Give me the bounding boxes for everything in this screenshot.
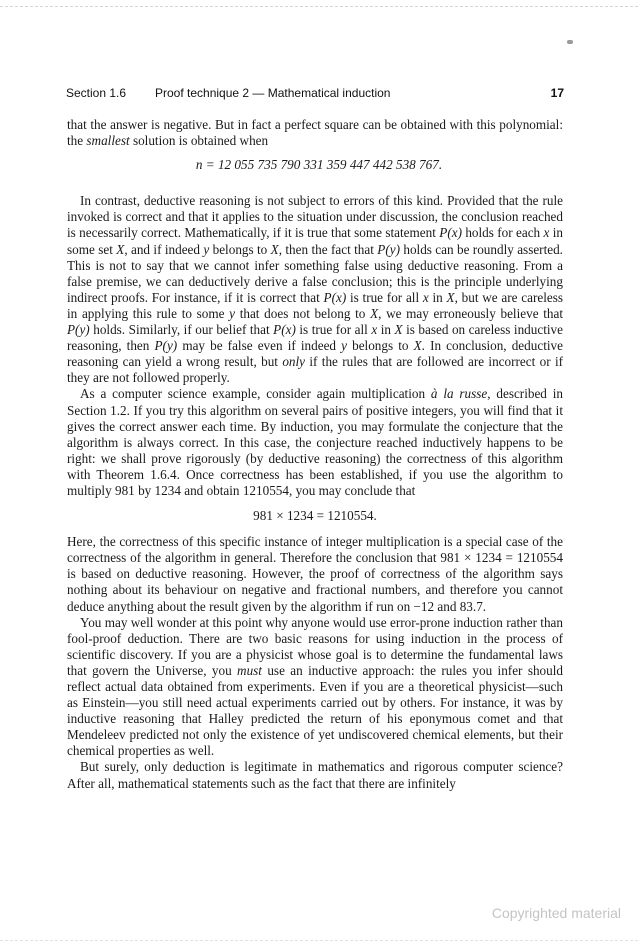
scan-bottom-edge	[0, 940, 638, 941]
paragraph-computer-science-example: As a computer science example, consider again multiplication à la russe, described in Section 1.2. If you try this algorithm on several pairs of positive integers, you will find that it gives the correct answer each time. By induction, you may formulate the conjecture that the algorithm is always correct. In this case, the conjecture reached inductively happens to be right: we shall prove rigorously (by deductive reasoning) the correctness of this algorithm with Theorem 1.6.4. Once correctness has been established, if you use the algorithm to multiply 981 by 1234 and obtain 1210554, you may conclude that	[67, 386, 563, 498]
body-text	[67, 117, 563, 792]
paragraph-specific-instance: Here, the correctness of this specific instance of integer multiplication is a special case of the correctness of the algorithm in general. Therefore the conclusion that 981 × 1234 = 1210554 is based on deductive reasoning. However, the proof of correctness of the algorithm says nothing about its behaviour on negative and fractional numbers, and therefore you cannot deduce anything about the result given by the algorithm if run on −12 and 83.7.	[67, 534, 563, 614]
section-label: Section 1.6	[66, 86, 127, 100]
section-title: Proof technique 2 — Mathematical induction	[155, 86, 391, 100]
paragraph-why-induction: You may well wonder at this point why anyone would use error-prone induction rather than fool-proof deduction. There are two basic reasons for using induction in the process of scientific discovery. If you are a physicist whose goal is to determine the fundamental laws that govern the Universe, you must use an inductive approach: the rules you infer should reflect actual data obtained from experiments. Even if you are a theoretical physicist—such as Einstein—you still need actual experiments carried out by others. For instance, it was by inductive reasoning that Halley predicted the return of his eponymous comet and that Mendeleev predicted not only the existence of yet undiscovered chemical elements, but their chemical properties as well.	[67, 614, 563, 759]
equation-multiplication: 981 × 1234 = 1210554.	[253, 508, 377, 524]
equation-smallest-solution: n = 12 055 735 790 331 359 447 442 538 767.	[195, 157, 443, 173]
paragraph-continued: that the answer is negative. But in fact a perfect square can be obtained with this polynomial: the smallest solution is obtained when	[67, 117, 563, 149]
scan-top-edge	[0, 6, 638, 7]
scan-speck	[567, 40, 573, 44]
paragraph-deduction-mathematics: But surely, only deduction is legitimate in mathematics and rigorous computer science? After all, mathematical statements such as the fact that there are infinitely	[67, 759, 563, 791]
paragraph-deductive-reasoning: In contrast, deductive reasoning is not subject to errors of this kind. Provided that the rule invoked is correct and that it applies to the situation under discussion, the conclusion reached is necessarily correct. Mathematically, if it is true that some statement P(x) holds for each x in some set X, and if indeed y belongs to X, then the fact that P(y) holds can be roundly asserted. This is not to say that we cannot infer something false using deductive reasoning. From a false premise, we can deductively derive a false conclusion; this is the principle underlying indirect proofs. For instance, if it is correct that P(x) is true for all x in X, but we are careless in applying this rule to some y that does not belong to X, we may erroneously believe that P(y) holds. Similarly, if our belief that P(x) is true for all x in X is based on careless inductive reasoning, then P(y) may be false even if indeed y belongs to X. In conclusion, deductive reasoning can yield a wrong result, but only if the rules that are followed are incorrect or if they are not followed properly.	[67, 193, 564, 386]
page-number: 17	[550, 86, 564, 100]
copyright-watermark: Copyrighted material	[491, 905, 621, 921]
